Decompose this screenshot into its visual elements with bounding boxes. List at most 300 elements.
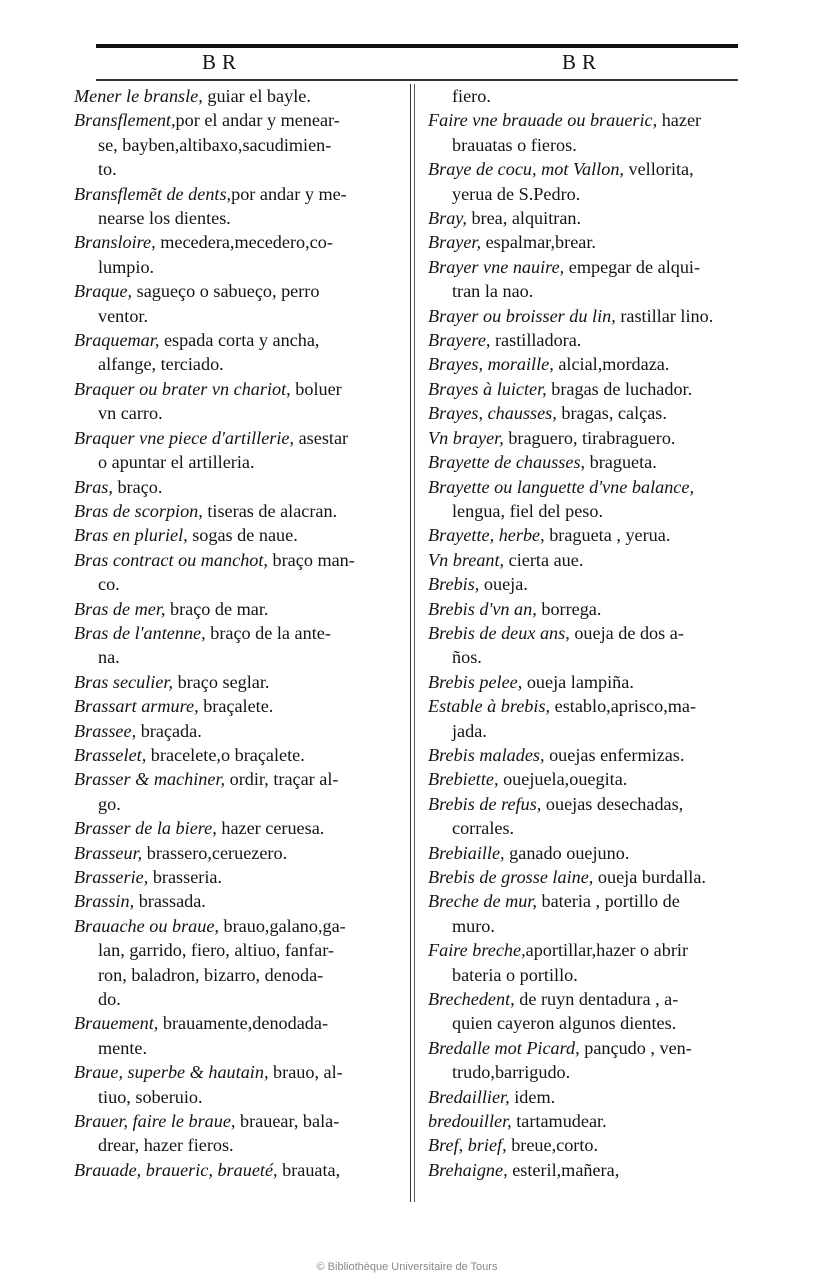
headword: Brechedent, xyxy=(428,989,515,1010)
entry-line xyxy=(428,377,744,401)
headword: Estable à brebis, xyxy=(428,696,551,717)
entry-line xyxy=(428,304,744,328)
dictionary-entry xyxy=(74,1011,406,1060)
entry-line xyxy=(74,621,406,645)
top-rule xyxy=(96,44,738,48)
entry-line xyxy=(428,401,744,425)
translation-text: ouejas enfermizas. xyxy=(544,744,685,765)
translation-text: breue,corto. xyxy=(506,1135,599,1156)
entry-line xyxy=(74,108,406,132)
header-rule xyxy=(96,79,738,81)
headword: Brebis d'vn an, xyxy=(428,598,537,619)
dictionary-entry xyxy=(74,377,406,426)
translation-text: espalmar,brear. xyxy=(481,232,596,253)
headword: Bras en pluriel, xyxy=(74,525,188,546)
dictionary-entry xyxy=(428,304,744,328)
headword: Faire breche, xyxy=(428,940,526,961)
headword: Brebis malades, xyxy=(428,744,545,765)
translation-text: borrega. xyxy=(536,598,602,619)
dictionary-entry xyxy=(428,352,744,376)
headword: Bransloire, xyxy=(74,232,156,253)
headword: Braque, xyxy=(74,281,133,302)
translation-text: brassero,ceruezero. xyxy=(142,842,288,863)
translation-text: bragas de luchador. xyxy=(546,378,693,399)
entry-line xyxy=(428,450,744,474)
entry-line xyxy=(428,230,744,254)
translation-text: cierta aue. xyxy=(504,549,584,570)
entry-line xyxy=(74,255,406,279)
entry-line xyxy=(428,475,744,499)
dictionary-entry xyxy=(428,523,744,547)
headword: Brebis de deux ans, xyxy=(428,622,570,643)
dictionary-entry xyxy=(428,572,744,596)
translation-text: boluer xyxy=(290,378,342,399)
entry-line xyxy=(428,548,744,572)
dictionary-entry xyxy=(74,914,406,1012)
dictionary-entry xyxy=(74,523,406,547)
entry-line xyxy=(428,938,744,962)
translation-text: mente. xyxy=(98,1037,147,1058)
entry-line xyxy=(74,792,406,816)
translation-text: oueja lampiña. xyxy=(522,671,634,692)
entry-line xyxy=(428,1109,744,1133)
entry-line xyxy=(74,1060,406,1084)
entry-line xyxy=(428,743,744,767)
translation-text: alfange, terciado. xyxy=(98,354,224,375)
entry-line xyxy=(428,816,744,840)
headword: Brayer, xyxy=(428,232,482,253)
entry-line xyxy=(74,645,406,669)
entry-line xyxy=(74,597,406,621)
headword: Vn brayer, xyxy=(428,427,504,448)
headword: Bref, brief, xyxy=(428,1135,507,1156)
column-divider-inner xyxy=(414,84,415,1202)
headword: Braye de cocu, mot Vallon, xyxy=(428,159,624,180)
headword: Bransflement, xyxy=(74,110,176,131)
dictionary-entry xyxy=(74,548,406,597)
translation-text: ganado ouejuno. xyxy=(504,842,630,863)
dictionary-entry xyxy=(428,792,744,841)
headword: Brebiaille, xyxy=(428,842,505,863)
left-column xyxy=(74,84,406,1182)
translation-text: rastillar lino. xyxy=(615,305,714,326)
dictionary-entry xyxy=(428,548,744,572)
entry-line xyxy=(74,523,406,547)
dictionary-entry xyxy=(74,230,406,279)
headword: Brayette de chausses, xyxy=(428,452,586,473)
headword: Bray, xyxy=(428,208,467,229)
dictionary-entry xyxy=(74,889,406,913)
headword: Bras de scorpion, xyxy=(74,500,203,521)
entry-line xyxy=(74,865,406,889)
dictionary-entry xyxy=(74,475,406,499)
translation-text: braço de la ante- xyxy=(205,622,331,643)
translation-text: tiuo, soberuio. xyxy=(98,1086,203,1107)
translation-text: vn carro. xyxy=(98,403,163,424)
dictionary-entry xyxy=(74,670,406,694)
entry-line xyxy=(74,450,406,474)
dictionary-entry xyxy=(74,499,406,523)
headword: Brasseur, xyxy=(74,842,143,863)
dictionary-entry xyxy=(428,621,744,670)
headword: Brayere, xyxy=(428,330,491,351)
headword: Bredalle mot Picard, xyxy=(428,1037,580,1058)
entry-line xyxy=(428,572,744,596)
headword: Vn breant, xyxy=(428,549,505,570)
headword: Brauache ou braue, xyxy=(74,915,219,936)
translation-text: bragueta. xyxy=(585,452,657,473)
entry-line xyxy=(74,84,406,108)
dictionary-entry xyxy=(74,182,406,231)
translation-text: braço man- xyxy=(267,549,355,570)
translation-text: oueja burdalla. xyxy=(593,867,706,887)
entry-line xyxy=(428,1158,744,1182)
translation-text: esteril,mañera, xyxy=(507,1159,620,1180)
entry-line xyxy=(74,377,406,401)
headword: Brayette ou languette d'vne balance, xyxy=(428,476,695,497)
dictionary-entry xyxy=(428,84,744,108)
dictionary-entry xyxy=(74,816,406,840)
dictionary-entry xyxy=(428,1085,744,1109)
entry-line xyxy=(74,206,406,230)
headword: Bras contract ou manchot, xyxy=(74,549,268,570)
translation-text: por andar y me- xyxy=(231,183,347,204)
entry-line xyxy=(74,767,406,791)
running-head-right: BR xyxy=(562,50,603,74)
dictionary-entry xyxy=(74,1060,406,1109)
dictionary-entry xyxy=(428,401,744,425)
translation-text: brauo, al- xyxy=(268,1062,343,1083)
dictionary-entry xyxy=(74,841,406,865)
translation-text: trudo,barrigudo. xyxy=(452,1062,571,1083)
translation-text: o apuntar el artilleria. xyxy=(98,452,255,473)
entry-line xyxy=(428,84,744,108)
translation-text: na. xyxy=(98,647,120,668)
translation-text: jada. xyxy=(452,720,487,741)
translation-text: ouejas desechadas, xyxy=(541,793,684,814)
translation-text: ouejuela,ouegita. xyxy=(498,769,628,790)
entry-line xyxy=(74,987,406,1011)
translation-text: tartamudear. xyxy=(511,1111,607,1132)
dictionary-entry xyxy=(428,841,744,865)
headword: Brebis de refus, xyxy=(428,793,542,814)
dictionary-entry xyxy=(428,670,744,694)
entry-line xyxy=(428,206,744,230)
translation-text: bracelete,o braçalete. xyxy=(146,744,305,765)
entry-line xyxy=(74,889,406,913)
headword: bredouiller, xyxy=(428,1111,512,1132)
entry-line xyxy=(428,279,744,303)
entry-line xyxy=(428,719,744,743)
translation-text: vellorita, xyxy=(623,159,694,180)
entry-line xyxy=(74,352,406,376)
translation-text: brauata, xyxy=(277,1159,341,1180)
translation-text: quien cayeron algunos dientes. xyxy=(452,1013,677,1034)
entry-line xyxy=(428,328,744,352)
translation-text: ventor. xyxy=(98,305,149,326)
translation-text: se, bayben,altibaxo,sacudimien- xyxy=(98,134,332,155)
dictionary-entry xyxy=(74,719,406,743)
translation-text: brauear, bala- xyxy=(235,1111,340,1132)
headword: Braue, superbe & hautain, xyxy=(74,1062,269,1083)
headword: Bras de mer, xyxy=(74,598,166,619)
translation-text: tran la nao. xyxy=(452,281,534,302)
entry-line xyxy=(428,670,744,694)
entry-line xyxy=(428,694,744,718)
translation-text: drear, hazer fieros. xyxy=(98,1135,234,1156)
entry-line xyxy=(428,1036,744,1060)
dictionary-entry xyxy=(428,1158,744,1182)
dictionary-entry xyxy=(428,328,744,352)
dictionary-entry xyxy=(428,206,744,230)
translation-text: lan, garrido, fiero, altiuo, fanfar- xyxy=(98,940,334,961)
entry-line xyxy=(428,1133,744,1157)
dictionary-entry xyxy=(428,938,744,987)
headword: Braquer ou brater vn chariot, xyxy=(74,378,291,399)
dictionary-entry xyxy=(74,694,406,718)
headword: Brayes, moraille, xyxy=(428,354,554,375)
dictionary-entry xyxy=(428,108,744,157)
entry-line xyxy=(428,621,744,645)
translation-text: lengua, fiel del peso. xyxy=(452,500,604,521)
column-divider xyxy=(410,84,411,1202)
entry-line xyxy=(74,743,406,767)
translation-text: brasseria. xyxy=(148,867,222,887)
dictionary-entry xyxy=(428,475,744,524)
headword: Brebis de grosse laine, xyxy=(428,867,594,887)
translation-text: co. xyxy=(98,574,120,595)
entry-line xyxy=(74,816,406,840)
translation-text: brauamente,denodada- xyxy=(158,1013,329,1034)
entry-line xyxy=(74,328,406,352)
dictionary-entry xyxy=(428,255,744,304)
headword: Brasser de la biere, xyxy=(74,818,217,839)
right-column xyxy=(428,84,744,1182)
headword: Brayes à luicter, xyxy=(428,378,547,399)
dictionary-entry xyxy=(74,597,406,621)
entry-line xyxy=(428,987,744,1011)
translation-text: corrales. xyxy=(452,818,515,839)
headword: Brebis, xyxy=(428,574,480,595)
translation-text: braço. xyxy=(112,476,163,497)
entry-line xyxy=(428,426,744,450)
entry-line xyxy=(428,157,744,181)
entry-line xyxy=(74,1109,406,1133)
entry-line xyxy=(428,889,744,913)
entry-line xyxy=(428,1011,744,1035)
dictionary-entry xyxy=(428,743,744,767)
entry-line xyxy=(74,548,406,572)
headword: Brayer ou broisser du lin, xyxy=(428,305,616,326)
dictionary-entry xyxy=(428,987,744,1036)
entry-line xyxy=(74,572,406,596)
entry-line xyxy=(74,182,406,206)
dictionary-entry xyxy=(428,767,744,791)
translation-text: pançudo , ven- xyxy=(579,1037,692,1058)
translation-text: brauo,galano,ga- xyxy=(218,915,346,936)
dictionary-entry xyxy=(428,230,744,254)
translation-text: ordir, traçar al- xyxy=(225,769,339,790)
headword: Breche de mur, xyxy=(428,891,537,912)
entry-line xyxy=(74,230,406,254)
entry-line xyxy=(74,304,406,328)
dictionary-entry xyxy=(74,279,406,328)
translation-text: bateria o portillo. xyxy=(452,964,578,985)
headword: Faire vne brauade ou braueric, xyxy=(428,110,658,131)
translation-text: de ruyn dentadura , a- xyxy=(514,989,679,1010)
headword: Brayer vne nauire, xyxy=(428,256,565,277)
entry-line xyxy=(428,182,744,206)
dictionary-entry xyxy=(428,377,744,401)
translation-text: guiar el bayle. xyxy=(202,86,311,106)
headword: Brauade, braueric, braueté, xyxy=(74,1159,278,1180)
entry-line xyxy=(74,1133,406,1157)
entry-line xyxy=(74,938,406,962)
dictionary-entry xyxy=(74,1158,406,1182)
headword: Brebis pelee, xyxy=(428,671,523,692)
dictionary-entry xyxy=(428,1036,744,1085)
headword: Bras, xyxy=(74,476,113,497)
entry-line xyxy=(74,1158,406,1182)
translation-text: oueja de dos a- xyxy=(569,622,684,643)
entry-line xyxy=(74,426,406,450)
headword: Mener le bransle, xyxy=(74,86,203,106)
headword: Bransflemẽt de dents, xyxy=(74,183,232,204)
translation-text: bragueta , yerua. xyxy=(544,525,671,546)
entry-line xyxy=(74,670,406,694)
headword: Braquemar, xyxy=(74,330,160,351)
translation-text: nearse los dientes. xyxy=(98,208,231,229)
translation-text: braçada. xyxy=(136,720,202,741)
headword: Brasser & machiner, xyxy=(74,769,226,790)
translation-text: muro. xyxy=(452,915,495,936)
entry-line xyxy=(74,499,406,523)
entry-line xyxy=(74,914,406,938)
entry-line xyxy=(74,1085,406,1109)
translation-text: braguero, tirabraguero. xyxy=(503,427,676,448)
translation-text: bragas, calças. xyxy=(556,403,667,424)
dictionary-entry xyxy=(428,1133,744,1157)
entry-line xyxy=(74,841,406,865)
translation-text: yerua de S.Pedro. xyxy=(452,183,581,204)
dictionary-entry xyxy=(428,694,744,743)
dictionary-entry xyxy=(74,108,406,181)
dictionary-entry xyxy=(428,865,744,889)
entry-line xyxy=(428,963,744,987)
headword: Brayes, chausses, xyxy=(428,403,557,424)
translation-text: lumpio. xyxy=(98,256,155,277)
dictionary-entry xyxy=(74,84,406,108)
headword: Brebiette, xyxy=(428,769,499,790)
entry-line xyxy=(428,792,744,816)
library-credit: © Bibliothèque Universitaire de Tours xyxy=(316,1261,498,1273)
translation-text: rastilladora. xyxy=(490,330,582,351)
entry-line xyxy=(428,1060,744,1084)
translation-text: sagueço o sabueço, perro xyxy=(132,281,320,302)
translation-text: hazer ceruesa. xyxy=(216,818,325,839)
entry-line xyxy=(74,279,406,303)
translation-text: braçalete. xyxy=(198,696,274,717)
entry-line xyxy=(428,499,744,523)
headword: Brassart armure, xyxy=(74,696,199,717)
headword: Brayette, herbe, xyxy=(428,525,545,546)
entry-line xyxy=(428,352,744,376)
entry-line xyxy=(428,597,744,621)
entry-line xyxy=(74,475,406,499)
headword: Bras seculier, xyxy=(74,671,174,692)
translation-text: to. xyxy=(98,159,117,180)
entry-line xyxy=(74,157,406,181)
headword: Braquer vne piece d'artillerie, xyxy=(74,427,295,448)
dictionary-entry xyxy=(74,621,406,670)
dictionary-entry xyxy=(74,328,406,377)
translation-text: ron, baladron, bizarro, denoda- xyxy=(98,964,324,985)
entry-line xyxy=(428,108,744,132)
dictionary-entry xyxy=(74,426,406,475)
entry-line xyxy=(74,1011,406,1035)
dictionary-entry xyxy=(74,1109,406,1158)
dictionary-entry xyxy=(74,767,406,816)
translation-text: alcial,mordaza. xyxy=(553,354,670,375)
translation-text: espada corta y ancha, xyxy=(159,330,320,351)
translation-text: brauatas o fieros. xyxy=(452,134,577,155)
translation-text: ños. xyxy=(452,647,482,668)
headword: Brassee, xyxy=(74,720,137,741)
headword: Brasserie, xyxy=(74,867,149,887)
entry-line xyxy=(428,767,744,791)
translation-text: mecedera,mecedero,co- xyxy=(155,232,333,253)
translation-text: go. xyxy=(98,793,121,814)
entry-line xyxy=(74,694,406,718)
translation-text: hazer xyxy=(657,110,702,131)
entry-line xyxy=(428,645,744,669)
dictionary-entry xyxy=(428,597,744,621)
dictionary-entry xyxy=(428,1109,744,1133)
entry-line xyxy=(428,865,744,889)
entry-line xyxy=(428,523,744,547)
headword: Bredaillier, xyxy=(428,1086,510,1107)
entry-line xyxy=(74,719,406,743)
entry-line xyxy=(428,133,744,157)
headword: Brehaigne, xyxy=(428,1159,508,1180)
entry-line xyxy=(428,1085,744,1109)
translation-text: establo,aprisco,ma- xyxy=(550,696,697,717)
headword: Brauement, xyxy=(74,1013,159,1034)
headword: Brassin, xyxy=(74,891,135,912)
dictionary-entry xyxy=(428,426,744,450)
headword: Bras de l'antenne, xyxy=(74,622,206,643)
translation-text: do. xyxy=(98,989,121,1010)
headword: Brasselet, xyxy=(74,744,147,765)
running-head-left: BR xyxy=(202,50,243,74)
translation-text: fiero. xyxy=(452,86,491,106)
translation-text: braço seglar. xyxy=(173,671,270,692)
translation-text: aportillar,hazer o abrir xyxy=(525,940,689,961)
entry-line xyxy=(428,255,744,279)
dictionary-entry xyxy=(74,865,406,889)
translation-text: oueja. xyxy=(479,574,528,595)
translation-text: tiseras de alacran. xyxy=(202,500,338,521)
entry-line xyxy=(74,401,406,425)
translation-text: bateria , portillo de xyxy=(536,891,680,912)
dictionary-entry xyxy=(74,743,406,767)
entry-line xyxy=(428,841,744,865)
entry-line xyxy=(74,963,406,987)
translation-text: brea, alquitran. xyxy=(466,208,582,229)
translation-text: braço de mar. xyxy=(165,598,269,619)
translation-text: por el andar y menear- xyxy=(175,110,340,131)
translation-text: sogas de naue. xyxy=(187,525,298,546)
